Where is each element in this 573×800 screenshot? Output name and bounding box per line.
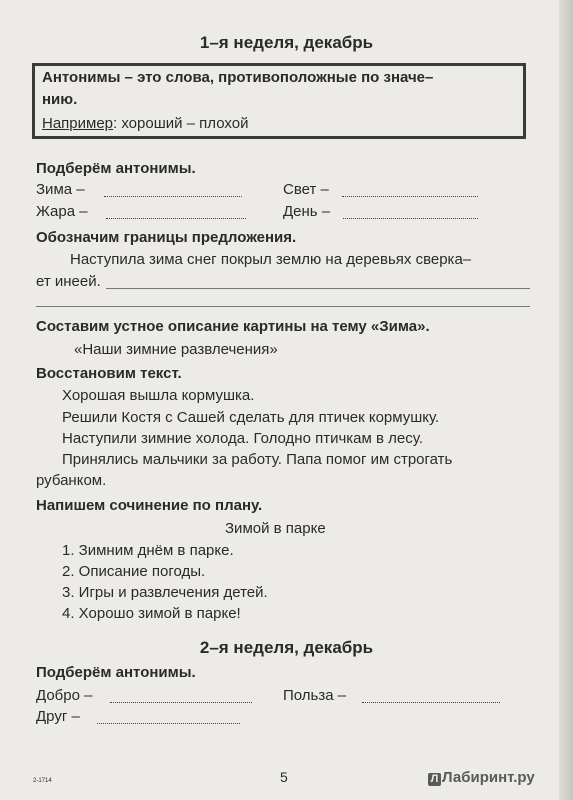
- text-line-3: Наступили зимние холода. Голодно птичкам в лесу.: [62, 430, 423, 447]
- print-code: 2-1714: [33, 778, 52, 784]
- page-number: 5: [280, 769, 288, 785]
- text-line-4: Принялись мальчики за работу. Папа помог им строгать: [62, 451, 453, 468]
- plan-item-4: 4. Хорошо зимой в парке!: [62, 605, 241, 622]
- answer-blank-drug[interactable]: [97, 723, 240, 724]
- text-line-2: Решили Костя с Сашей сделать для птичек кормушку.: [62, 409, 440, 426]
- task4-heading: Восстановим текст.: [36, 365, 182, 382]
- text-line-1: Хорошая вышла кормушка.: [62, 387, 255, 404]
- watermark-logo: [428, 769, 535, 786]
- plan-item-3: 3. Игры и развлечения детей.: [62, 584, 268, 601]
- watermark-text: Лабиринт.ру: [442, 769, 535, 786]
- task2-sentence-line2: ет инеей.: [36, 273, 101, 290]
- task3-heading: Составим устное описание картины на тему «Зима».: [36, 318, 430, 335]
- week2-task1-heading: Подберём антонимы.: [36, 664, 196, 681]
- task2-sentence-line1: Наступила зима снег покрыл землю на деревьях сверка–: [70, 251, 472, 268]
- definition-example: [42, 115, 248, 132]
- writing-line-2[interactable]: [36, 306, 530, 307]
- week2-title: 2–я неделя, декабрь: [199, 638, 374, 657]
- answer-blank-polza[interactable]: [362, 702, 500, 703]
- page-edge-shadow: [559, 0, 573, 800]
- antonym-item-dobro: Добро –: [36, 687, 93, 704]
- answer-blank-zhara[interactable]: [106, 218, 246, 219]
- labirint-logo-icon: Л: [428, 773, 441, 786]
- antonym-item-polza: Польза –: [283, 687, 347, 704]
- antonym-item-zima: Зима –: [36, 181, 85, 198]
- antonym-item-zhara: Жара –: [36, 203, 88, 220]
- task1-heading: Подберём антонимы.: [36, 160, 196, 177]
- answer-blank-zima[interactable]: [104, 196, 242, 197]
- answer-blank-den[interactable]: [343, 218, 478, 219]
- definition-line1: Антонимы – это слова, противоположные по значе–: [42, 69, 434, 86]
- antonym-item-den: День –: [283, 203, 331, 220]
- answer-blank-svet[interactable]: [342, 196, 478, 197]
- definition-line2: нию.: [42, 91, 78, 108]
- week1-title: 1–я неделя, декабрь: [199, 33, 374, 52]
- plan-item-2: 2. Описание погоды.: [62, 563, 206, 580]
- writing-line-1[interactable]: [106, 288, 530, 289]
- task3-subtitle: «Наши зимние развлечения»: [74, 341, 278, 358]
- plan-title: Зимой в парке: [225, 520, 326, 537]
- plan-item-1: 1. Зимним днём в парке.: [62, 542, 234, 559]
- text-line-5: рубанком.: [36, 472, 107, 489]
- example-label: Например: [42, 115, 114, 132]
- answer-blank-dobro[interactable]: [110, 702, 252, 703]
- example-text: : хороший – плохой: [113, 115, 249, 132]
- antonym-item-drug: Друг –: [36, 708, 80, 725]
- task5-heading: Напишем сочинение по плану.: [36, 497, 263, 514]
- task2-heading: Обозначим границы предложения.: [36, 229, 297, 246]
- antonym-item-svet: Свет –: [283, 181, 329, 198]
